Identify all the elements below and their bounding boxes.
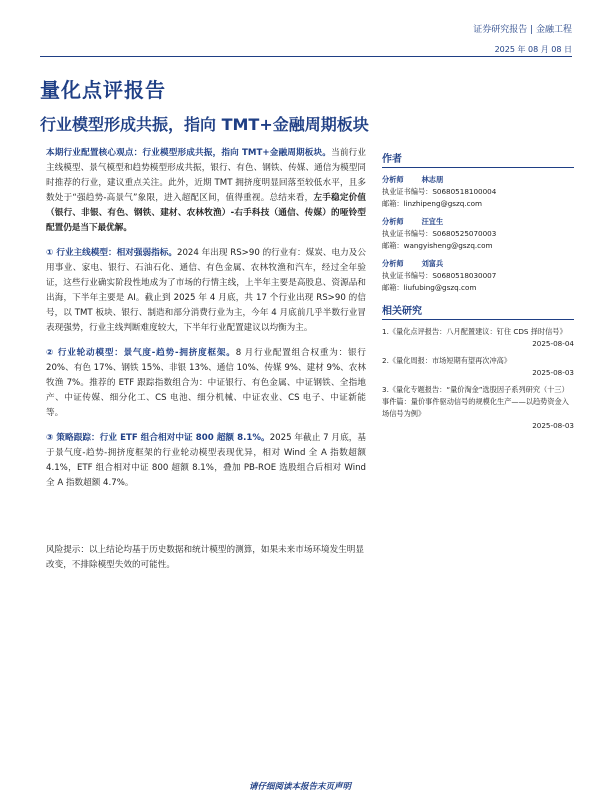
section-1-head: ① 行业主线模型：相对强弱指标。 [46, 248, 177, 258]
section-1-text: 2024 年出现 RS>90 的行业有：煤炭、电力及公用事业、家电、银行、石油石化、通信、有色金属、农林牧渔和汽车，经过全年验证，这些行业确实阶段性地成为了市场的行情主线，上半年主要是高股息、资源品和出海，下半年主要是 AI。截止到 2025 年 4 月底，共 17 个行业出现 RS>90 的信号，以 TMT 板块、银行、制造和部分消费行业为主，今年 4 月底前几乎半数行业冒表现强势，行业主线判断难度较大，下半年行业配置建议以均衡为主。 [46, 248, 366, 333]
analyst-name: 林志朋 [421, 175, 444, 184]
analyst-name: 汪宜生 [421, 217, 444, 226]
analyst-name: 刘富兵 [421, 259, 444, 268]
related-item-title: 1.《量化点评报告：八月配置建议：钉住 CDS 择时信号》 [382, 327, 567, 336]
section-3-head-highlight: 行业 ETF 组合相对中证 800 超额 8.1%。 [99, 433, 270, 443]
analyst-email[interactable]: 邮箱：wangyisheng@gszq.com [382, 241, 493, 250]
sidebar [382, 150, 574, 437]
risk-warning: 风险提示：以上结论均基于历史数据和统计模型的测算，如果未来市场环境发生明显改变，不排除模型失效的可能性。 [46, 545, 364, 570]
report-body [46, 146, 366, 501]
analyst-role: 分析师 [382, 259, 404, 268]
related-item-date: 2025-08-03 [532, 368, 574, 377]
summary-conclusion: 左手稳定价值（银行、非银、有色、钢铁、建材、农林牧渔）-右手科技（通信、传媒）的哑铃型配置仍是当下最优解。 [46, 193, 366, 233]
summary-lead-highlight: 行业模型形成共振，指向 TMT+金融周期板块。 [142, 148, 332, 158]
related-item[interactable] [382, 384, 574, 432]
analyst-cert: 执业证书编号：S0680518100004 [382, 187, 497, 196]
summary-lead-label: 本期行业配置核心观点： [46, 148, 143, 158]
analyst-card [382, 174, 574, 210]
section-1 [46, 246, 366, 336]
footer-disclaimer: 请仔细阅读本报告末页声明 [248, 782, 351, 792]
analyst-card [382, 216, 574, 252]
analyst-role: 分析师 [382, 175, 404, 184]
related-item[interactable] [382, 326, 574, 350]
authors-title: 作者 [382, 150, 574, 168]
report-type: 量化点评报告 [40, 78, 166, 102]
section-2 [46, 346, 366, 421]
section-3 [46, 431, 366, 491]
report-category: 证券研究报告 | 金融工程 [473, 25, 572, 35]
section-2-head: ② 行业轮动模型：景气度-趋势-拥挤度框架。 [46, 348, 236, 358]
summary-paragraph [46, 146, 366, 236]
related-research [382, 302, 574, 432]
header-divider [40, 56, 572, 57]
analyst-email[interactable]: 邮箱：liufubing@gszq.com [382, 283, 477, 292]
related-item-date: 2025-08-03 [532, 421, 574, 430]
related-title: 相关研究 [382, 302, 574, 320]
analyst-role: 分析师 [382, 217, 404, 226]
report-title: 行业模型形成共振，指向 TMT+金融周期板块 [40, 115, 369, 134]
analyst-cert: 执业证书编号：S0680525070003 [382, 229, 497, 238]
related-item-date: 2025-08-04 [532, 339, 574, 348]
summary-body: 当前行业主线模型、景气模型和趋势模型形成共振，银行、有色、钢铁、传媒、通信为模型同时推荐的行业，建议重点关注。此外，近期 TMT 拥挤度明显回落至较低水平，且多数处于“强趋势-高景气”象限，进入超配区间，值得重视。总结来看， [46, 148, 366, 203]
analyst-email[interactable]: 邮箱：linzhipeng@gszq.com [382, 199, 483, 208]
related-item[interactable] [382, 355, 574, 379]
related-item-title: 3.《量化专题报告：“量价淘金”选股因子系列研究（十三）事件篇：量价事件驱动信号的规模化生产——以趋势资金入场信号为例》 [382, 385, 569, 418]
report-date: 2025 年 08 月 08 日 [494, 45, 572, 54]
analyst-cert: 执业证书编号：S0680518030007 [382, 271, 497, 280]
analyst-card [382, 258, 574, 294]
related-item-title: 2.《量化周报：市场短期有望再次冲高》 [382, 356, 512, 365]
section-3-text: 2025 年截止 7 月底，基于景气度-趋势-拥挤度框架的行业轮动模型表现优异，相对 Wind 全 A 指数超额 4.1%，ETF 组合相对中证 800 超额 8.1%，叠加 PB-ROE 选股组合后相对 Wind 全 A 指数超额 4.7%。 [46, 433, 366, 488]
section-3-head: ③ 策略跟踪： [46, 433, 100, 443]
section-2-text: 8 月行业配置组合权重为：银行 20%、有色 17%、钢铁 15%、非银 13%、通信 10%、传媒 9%、建材 9%、农林牧渔 7%。推荐的 ETF 跟踪指数组合为：中证银行、有色金属、中证钢铁、全指地产、中证传媒、细分化工、CS 电池、细分机械、中证农业、CS 电子、中证新能等。 [46, 348, 367, 418]
